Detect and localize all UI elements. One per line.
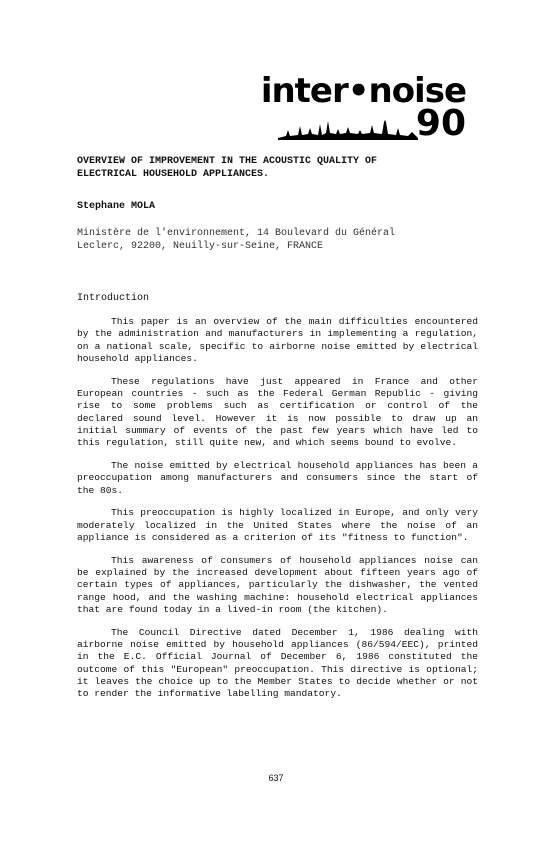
paragraph-3: The noise emitted by electrical household appliances has been a preoccupation among manufacturers and consumers since the start of the 80s.: [77, 459, 478, 496]
conference-logo: [260, 71, 468, 144]
paragraph-2: These regulations have just appeared in France and other European countries - such as the Federal German Republic - giving rise to some problems such as certification or control of the declared sound level. However it is now possible to draw up an initial summary of events of the past few years which have led to this regulation, still quite new, and which seems bound to evolve.: [77, 375, 478, 449]
city-skyline-icon: [278, 118, 418, 140]
section-heading: Introduction: [77, 293, 150, 304]
body-text: [77, 316, 478, 711]
title-line-2: ELECTRICAL HOUSEHOLD APPLIANCES.: [77, 169, 270, 180]
paper-title: [77, 155, 377, 181]
affiliation-line-1: Ministère de l'environnement, 14 Boulevard du Général: [77, 228, 396, 239]
logo-wordmark: inter•noise: [260, 71, 466, 111]
paragraph-1: This paper is an overview of the main difficulties encountered by the administration and manufacturers in implementing a regulation, on a national scale, specific to airborne noise emitted by electrical household appliances.: [77, 316, 478, 364]
logo-year: 90: [415, 103, 466, 144]
title-line-1: OVERVIEW OF IMPROVEMENT IN THE ACOUSTIC QUALITY OF: [77, 156, 378, 167]
page-number: 637: [268, 773, 284, 783]
author-affiliation: [77, 227, 395, 253]
paragraph-4: This preoccupation is highly localized in Europe, and only very moderately localized in the United States where the noise of an appliance is considered as a criterion of its "fitness to function".: [77, 507, 478, 543]
author-name: Stephane MOLA: [77, 201, 156, 212]
affiliation-line-2: Leclerc, 92200, Neuilly-sur-Seine, FRANCE: [77, 241, 324, 252]
paragraph-5: This awareness of consumers of household appliances noise can be explained by the increased development about fifteen years ago of certain types of appliances, particularly the dishwasher, the vented range hood, and the washing machine: household electrical appliances that are found today in a lived-in room (the kitchen).: [77, 554, 478, 615]
paragraph-6: The Council Directive dated December 1, 1986 dealing with airborne noise emitted by household appliances (86/594/EEC), printed in the E.C. Official Journal of December 6, 1986 constituted the outcome of this "European" preoccupation. This directive is optional; it leaves the choice up to the Member States to decide whether or not to render the informative labelling mandatory.: [77, 626, 478, 700]
